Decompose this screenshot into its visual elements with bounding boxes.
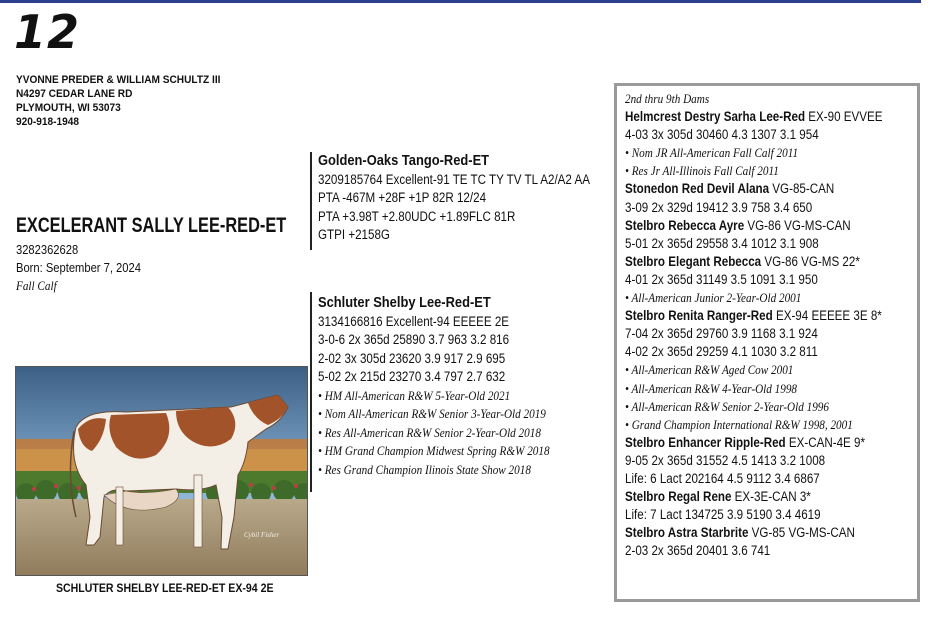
dam-entry-achievement: • All-American R&W Senior 2-Year-Old 1996 [625,398,829,414]
dam-entry-title: Stonedon Red Devil Alana [625,181,770,197]
dam-entry-name [625,108,882,126]
dam-entry-name [625,307,882,325]
dam-entry-title: Helmcrest Destry Sarha Lee-Red [625,109,806,125]
dam-entry-name [625,253,882,271]
dam-entry-record: 3-09 2x 329d 19412 3.9 758 3.4 650 [625,199,813,215]
dam-line: 5-02 2x 215d 23270 3.4 797 2.7 632 [318,369,506,384]
dam-entry-class: VG-86 VG-MS 22* [761,253,860,269]
sire-name: Golden-Oaks Tango-Red-ET [318,152,490,169]
dam-entry-record: 7-04 2x 365d 29760 3.9 1168 3.1 924 [625,326,818,342]
dam-entry-record: 4-03 3x 305d 30460 4.3 1307 3.1 954 [625,127,819,143]
animal-name: EXCELERANT SALLY LEE-RED-ET [16,214,287,237]
lot-number: 12 [14,5,81,59]
dam-achievement: • HM Grand Champion Midwest Spring R&W 2018 [318,443,550,458]
dam-entry-record: 2-03 2x 365d 20401 3.6 741 [625,543,771,559]
dam-entry-achievement: • All-American Junior 2-Year-Old 2001 [625,290,802,306]
dam-line: 3-0-6 2x 365d 25890 3.7 963 3.2 816 [318,332,510,347]
dam-entry-achievement: • Grand Champion International R&W 1998, 2001 [625,416,853,432]
animal-birthdate: Born: September 7, 2024 [16,260,141,275]
svg-text:Cybil Fisher: Cybil Fisher [244,531,280,539]
dam-entry-class: EX-CAN-4E 9* [785,434,865,450]
dam-entry-title: Stelbro Enhancer Ripple-Red [625,434,786,450]
dam-entry-title: Stelbro Astra Starbrite [625,525,749,541]
dam-entry-class: EX-90 EVVEE [805,109,883,125]
owner-city: PLYMOUTH, WI 53073 [16,102,121,114]
owner-address: N4297 CEDAR LANE RD [16,88,133,100]
dam-name: Schluter Shelby Lee-Red-ET [318,294,491,311]
dam-entry-record: 4-02 2x 365d 29259 4.1 1030 3.2 811 [625,344,818,360]
owner-name: YVONNE PREDER & WILLIAM SCHULTZ III [16,74,221,86]
dam-entry-title: Stelbro Regal Rene [625,489,732,505]
dam-entry-name [625,434,882,452]
dams-header: 2nd thru 9th Dams [625,91,710,106]
dam-entry-record: Life: 7 Lact 134725 3.9 5190 3.4 4619 [625,507,821,523]
sire-block [318,152,590,245]
dam-achievement: • Res All-American R&W Senior 2-Year-Old 2018 [318,424,541,440]
dam-entry-achievement: • All-American R&W 4-Year-Old 1998 [625,380,797,396]
dam-entry-name [625,180,882,198]
animal-class: Fall Calf [16,278,57,293]
dam-entry-title: Stelbro Renita Ranger-Red [625,308,773,324]
dam-entry-name [625,217,882,235]
dam-entry-class: VG-86 VG-MS-CAN [744,217,851,233]
dam-entry-record: Life: 6 Lact 202164 4.5 9112 3.4 6867 [625,470,820,486]
animal-info [16,241,141,295]
owner-phone: 920-918-1948 [16,116,80,128]
cow-illustration [16,367,308,576]
sire-line: PTA -467M +28F +1P 82R 12/24 [318,190,487,205]
sire-divider [310,152,312,250]
dam-block [318,294,550,479]
dam-entry-achievement: • Nom JR All-American Fall Calf 2011 [625,145,799,161]
dam-entry-record: 5-01 2x 365d 29558 3.4 1012 3.1 908 [625,235,819,251]
cow-photo [15,366,308,576]
dam-entry-name [625,488,882,506]
owner-block [16,73,220,129]
top-rule [0,0,921,3]
dam-achievement: • HM All-American R&W 5-Year-Old 2021 [318,387,511,403]
dam-line: 2-02 3x 305d 23620 3.9 917 2.9 695 [318,350,506,366]
dam-entry-class: EX-94 EEEEE 3E 8* [772,308,882,324]
dam-entry-class: EX-3E-CAN 3* [731,489,811,505]
dam-achievement: • Res Grand Champion Ilinois State Show 2018 [318,461,531,477]
dams-list [625,90,882,560]
dam-line: 3134166816 Excellent-94 EEEEE 2E [318,313,510,329]
dam-entry-class: VG-85 VG-MS-CAN [748,525,855,541]
animal-registration: 3282362628 [16,242,79,257]
dam-entry-title: Stelbro Elegant Rebecca [625,253,762,269]
dam-entry-achievement: • Res Jr All-Illinois Fall Calf 2011 [625,163,779,179]
dam-entry-record: 4-01 2x 365d 31149 3.5 1091 3.1 950 [625,271,818,287]
dam-entry-record: 9-05 2x 365d 31552 4.5 1413 3.2 1008 [625,452,826,468]
photo-caption: SCHLUTER SHELBY LEE-RED-ET EX-94 2E [56,581,274,595]
sire-line: PTA +3.98T +2.80UDC +1.89FLC 81R [318,208,516,224]
dam-entry-achievement: • All-American R&W Aged Cow 2001 [625,362,794,378]
dam-entry-name [625,524,882,542]
dam-entry-class: VG-85-CAN [769,181,835,197]
sire-line: GTPI +2158G [318,227,390,242]
dam-divider [310,292,312,492]
sire-line: 3209185764 Excellent-91 TE TC TY TV TL A2/A2 AA [318,171,590,187]
dam-entry-title: Stelbro Rebecca Ayre [625,217,745,233]
dam-achievement: • Nom All-American R&W Senior 3-Year-Old 2019 [318,406,546,421]
